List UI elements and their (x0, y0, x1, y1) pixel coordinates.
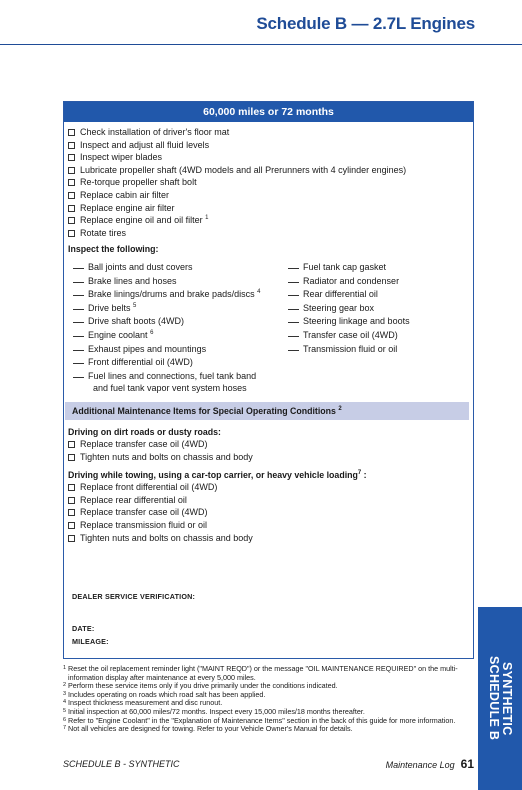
inspect-item-label: Drive belts (88, 302, 131, 313)
inspect-item (288, 314, 468, 328)
footnote-text: Reset the oil replacement reminder light ("MAINT REQD") or the message "OIL MAINTENANCE REQUIRED" on the multi-information display after maintenance at every 5,000 miles. (68, 664, 458, 682)
check-blank[interactable] (73, 355, 84, 364)
additional-items-label: Additional Maintenance Items for Special Operating Conditions (72, 405, 336, 416)
checkbox[interactable] (68, 129, 75, 136)
checkbox[interactable] (68, 230, 75, 237)
task-item (68, 202, 473, 215)
footnote-ref: 1 (205, 215, 209, 222)
inspect-item-label: Exhaust pipes and mountings (88, 343, 207, 354)
check-blank[interactable] (73, 260, 84, 269)
checkbox[interactable] (68, 142, 75, 149)
inspect-item (73, 369, 288, 383)
mileage-label (72, 637, 109, 646)
inspect-item (288, 287, 468, 301)
inspect-item-label: Front differential oil (4WD) (88, 357, 193, 368)
inspect-item-label: Rear differential oil (303, 289, 378, 300)
checkbox[interactable] (68, 535, 75, 542)
inspect-item-label: Fuel tank cap gasket (303, 261, 387, 272)
check-blank[interactable] (288, 260, 299, 269)
inspect-item (288, 301, 468, 315)
task-item-label: Replace engine oil and oil filter (80, 215, 203, 226)
page-number: 61 (460, 757, 474, 771)
inspect-item-label: Transmission fluid or oil (303, 343, 398, 354)
inspect-item (73, 355, 288, 369)
inspect-columns (68, 260, 473, 395)
towing-item-label: Replace front differential oil (4WD) (80, 482, 218, 493)
check-blank[interactable] (288, 328, 299, 337)
towing-heading-suffix: : (361, 469, 367, 480)
task-item-label: Lubricate propeller shaft (4WD models and all Prerunners with 4 cylinder engines) (80, 164, 407, 175)
date-label (72, 624, 94, 633)
task-item (68, 176, 473, 189)
towing-heading-text: Driving while towing, using a car-top carrier, or heavy vehicle loading (68, 469, 358, 480)
task-item (68, 227, 473, 240)
dealer-label-text: DEALER SERVICE VERIFICATION: (72, 592, 196, 601)
dirt-item-label: Tighten nuts and bolts on chassis and body (80, 452, 253, 463)
footnote-number: 5 (63, 707, 67, 714)
footer-schedule-label: SCHEDULE B - SYNTHETIC (63, 759, 180, 769)
footnote-text: Not all vehicles are designed for towing. Refer to your Vehicle Owner's Manual for details. (68, 724, 353, 734)
towing-item-label: Replace transfer case oil (4WD) (80, 507, 208, 518)
checkbox[interactable] (68, 205, 75, 212)
additional-items-band (65, 402, 469, 420)
side-tab-text (478, 607, 522, 790)
task-item (68, 126, 473, 139)
task-item-label: Replace engine air filter (80, 202, 175, 213)
footnote (63, 665, 475, 682)
footnote-number: 1 (63, 665, 67, 671)
towing-item (68, 481, 473, 494)
towing-item-label: Tighten nuts and bolts on chassis and body (80, 532, 253, 543)
inspect-heading: Inspect the following: (68, 244, 159, 255)
inspect-item (288, 274, 468, 288)
dirt-item (68, 451, 473, 464)
task-item (68, 164, 473, 177)
footnotes (63, 665, 475, 734)
footnote-text: Includes operating on roads which road salt has been applied. (68, 689, 266, 699)
towing-heading (68, 469, 473, 482)
inspect-item (73, 260, 288, 274)
inspect-item-label: Drive shaft boots (4WD) (88, 316, 185, 327)
maintenance-box (63, 101, 474, 659)
inspect-item-label: Engine coolant (88, 329, 148, 340)
checkbox[interactable] (68, 167, 75, 174)
task-item-label: Check installation of driver's floor mat (80, 127, 230, 137)
checkbox[interactable] (68, 179, 75, 186)
inspect-item-label: Brake linings/drums and brake pads/discs (88, 289, 255, 300)
towing-item (68, 532, 473, 545)
footnote-ref: 4 (257, 289, 261, 296)
date-label-text: DATE: (72, 624, 95, 633)
check-blank[interactable] (288, 274, 299, 283)
footnote-number: 6 (63, 716, 67, 723)
inspect-item (73, 314, 288, 328)
inspect-left-column (68, 260, 288, 395)
towing-list (68, 481, 473, 544)
inspect-item-label: Brake lines and hoses (88, 275, 177, 286)
inspect-item (73, 287, 288, 301)
page-title: Schedule B — 2.7L Engines (256, 14, 475, 33)
check-blank[interactable] (73, 274, 84, 283)
check-blank[interactable] (73, 342, 84, 351)
check-blank[interactable] (73, 287, 84, 296)
check-blank[interactable] (288, 342, 299, 351)
task-item (68, 151, 473, 164)
task-item (68, 189, 473, 202)
towing-item-label: Replace transmission fluid or oil (80, 520, 208, 531)
footnote-ref: 6 (150, 329, 154, 336)
inspect-item (288, 328, 468, 342)
checkbox[interactable] (68, 497, 75, 504)
check-blank[interactable] (288, 287, 299, 296)
dirt-item-label: Replace transfer case oil (4WD) (80, 439, 208, 450)
checkbox[interactable] (68, 484, 75, 491)
inspect-item-label: Fuel lines and connections, fuel tank band (88, 370, 257, 381)
dirt-item (68, 438, 473, 451)
towing-item (68, 519, 473, 532)
footer-log (386, 757, 474, 771)
inspect-right-column (288, 260, 468, 395)
footer-log-label: Maintenance Log (385, 760, 455, 770)
checkbox[interactable] (68, 522, 75, 529)
footnote-number: 4 (63, 699, 67, 706)
inspect-item (73, 342, 288, 356)
inspect-item-label: Transfer case oil (4WD) (303, 329, 398, 340)
footnote-text: Perform these service items only if you drive primarily under the conditions indicated. (68, 681, 338, 691)
footnote-number: 2 (63, 682, 67, 689)
additional-items-footnote-ref: 2 (338, 405, 342, 412)
footnote-number: 7 (63, 725, 67, 732)
footnote-number: 3 (63, 690, 67, 697)
inspect-item (73, 328, 288, 342)
checkbox[interactable] (68, 217, 75, 224)
inspect-item (288, 342, 468, 356)
task-item (68, 214, 473, 227)
inspect-item-label: Steering linkage and boots (303, 316, 410, 327)
checkbox[interactable] (68, 192, 75, 199)
interval-header: 60,000 miles or 72 months (64, 102, 473, 122)
check-blank[interactable] (73, 369, 84, 378)
title-divider (0, 44, 522, 45)
dirt-roads-list (68, 438, 473, 463)
check-blank[interactable] (288, 314, 299, 323)
checkbox[interactable] (68, 441, 75, 448)
inspect-item-label: Ball joints and dust covers (88, 261, 193, 272)
inspect-item-label: Steering gear box (303, 302, 375, 313)
checkbox[interactable] (68, 154, 75, 161)
task-item-label: Rotate tires (80, 227, 127, 238)
footnote-ref: 5 (133, 302, 137, 309)
dirt-roads-heading: Driving on dirt roads or dusty roads: (68, 426, 221, 437)
mileage-label-text: MILEAGE: (72, 637, 109, 646)
inspect-item-label: Radiator and condenser (303, 275, 400, 286)
towing-footnote-ref: 7 (357, 469, 362, 476)
task-item-label: Inspect and adjust all fluid levels (80, 139, 210, 150)
inspect-item (73, 301, 288, 315)
footnote-text: Initial inspection at 60,000 miles/72 months. Inspect every 15,000 miles/18 months thereafter. (68, 706, 365, 716)
dealer-verification-label (72, 592, 195, 601)
inspect-item-continuation: and fuel tank vapor vent system hoses (93, 383, 247, 394)
footnote (63, 725, 475, 734)
inspect-item (73, 274, 288, 288)
task-list (68, 126, 473, 239)
side-tab-line2: SYNTHETIC (500, 661, 514, 736)
check-blank[interactable] (73, 314, 84, 323)
footnote-text: Refer to "Engine Coolant" in the "Explanation of Maintenance Items" section in the back of this guide for more information. (68, 715, 456, 725)
check-blank[interactable] (288, 301, 299, 310)
check-blank[interactable] (73, 328, 84, 337)
towing-item (68, 494, 473, 507)
inspect-item (288, 260, 468, 274)
maintenance-content (64, 122, 473, 544)
towing-item (68, 506, 473, 519)
check-blank[interactable] (73, 301, 84, 310)
task-item-label: Inspect wiper blades (80, 152, 163, 163)
task-item (68, 139, 473, 152)
footnote-text: Inspect thickness measurement and disc runout. (68, 698, 223, 708)
towing-item-label: Replace rear differential oil (80, 494, 187, 505)
checkbox[interactable] (68, 454, 75, 461)
side-tab-line1: SCHEDULE B (487, 656, 501, 741)
checkbox[interactable] (68, 509, 75, 516)
task-item-label: Re-torque propeller shaft bolt (80, 177, 197, 188)
task-item-label: Replace cabin air filter (80, 189, 170, 200)
